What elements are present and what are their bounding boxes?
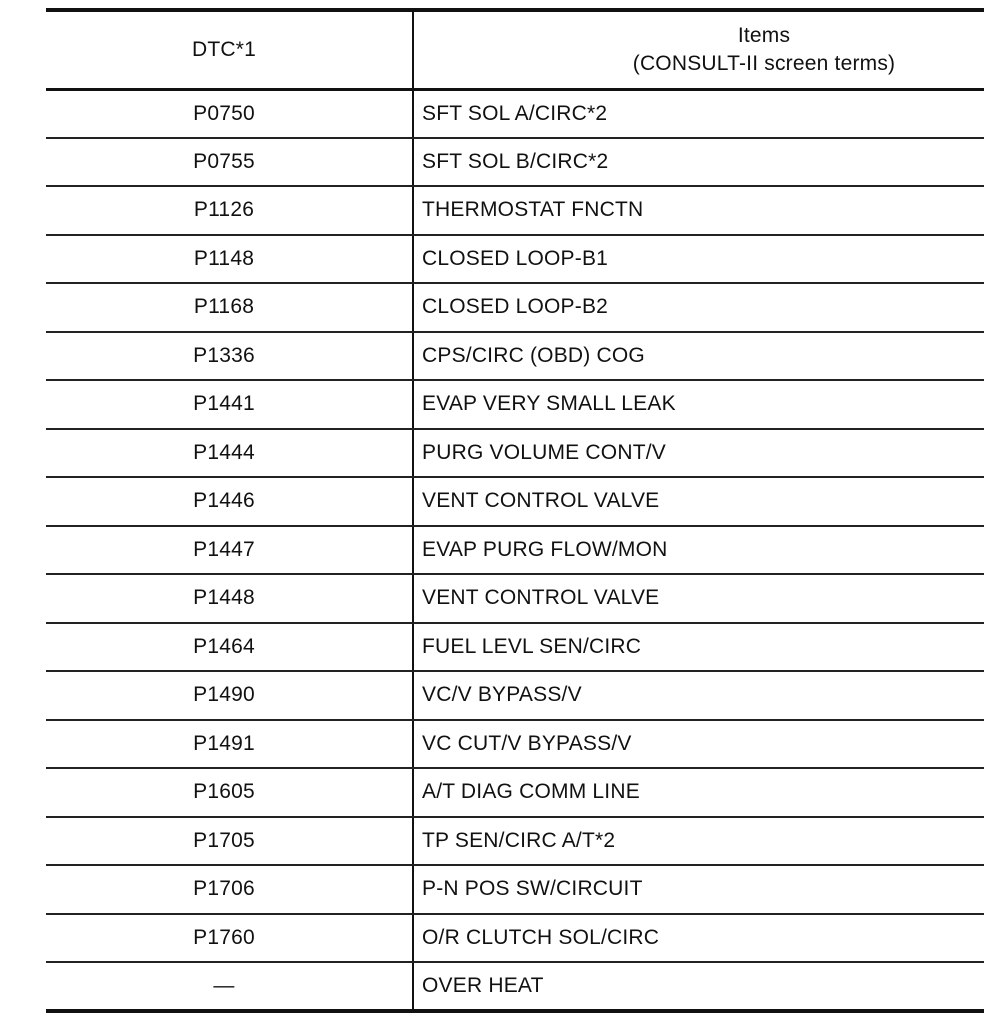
dtc-cell: P1706 bbox=[46, 865, 413, 914]
dtc-cell: — bbox=[46, 962, 413, 1011]
item-cell: O/R CLUTCH SOL/CIRC bbox=[413, 914, 984, 963]
dtc-cell: P1705 bbox=[46, 817, 413, 866]
item-cell: SFT SOL B/CIRC*2 bbox=[413, 138, 984, 187]
item-cell: PURG VOLUME CONT/V bbox=[413, 429, 984, 478]
dtc-cell: P1446 bbox=[46, 477, 413, 526]
table-row bbox=[46, 477, 984, 526]
table-row bbox=[46, 720, 984, 769]
header-row bbox=[46, 10, 984, 89]
header-items-line2: (CONSULT-II screen terms) bbox=[632, 51, 896, 75]
table-body bbox=[46, 89, 984, 1011]
dtc-cell: P1464 bbox=[46, 623, 413, 672]
item-cell: SFT SOL A/CIRC*2 bbox=[413, 89, 984, 138]
item-cell: EVAP VERY SMALL LEAK bbox=[413, 380, 984, 429]
dtc-cell: P1491 bbox=[46, 720, 413, 769]
item-cell: P-N POS SW/CIRCUIT bbox=[413, 865, 984, 914]
table-row bbox=[46, 332, 984, 381]
table-row bbox=[46, 574, 984, 623]
item-cell: EVAP PURG FLOW/MON bbox=[413, 526, 984, 575]
item-cell: A/T DIAG COMM LINE bbox=[413, 768, 984, 817]
table-row bbox=[46, 186, 984, 235]
dtc-cell: P1448 bbox=[46, 574, 413, 623]
table-row bbox=[46, 380, 984, 429]
table-row bbox=[46, 962, 984, 1011]
item-cell: VC/V BYPASS/V bbox=[413, 671, 984, 720]
header-items bbox=[413, 10, 984, 89]
table-header bbox=[46, 10, 984, 89]
item-cell: VENT CONTROL VALVE bbox=[413, 574, 984, 623]
table-row bbox=[46, 235, 984, 284]
table-row bbox=[46, 138, 984, 187]
item-cell: CPS/CIRC (OBD) COG bbox=[413, 332, 984, 381]
dtc-cell: P1760 bbox=[46, 914, 413, 963]
dtc-cell: P0755 bbox=[46, 138, 413, 187]
table-row bbox=[46, 671, 984, 720]
table-row bbox=[46, 865, 984, 914]
table-row bbox=[46, 623, 984, 672]
table-row bbox=[46, 526, 984, 575]
dtc-cell: P0750 bbox=[46, 89, 413, 138]
item-cell: CLOSED LOOP-B2 bbox=[413, 283, 984, 332]
dtc-cell: P1148 bbox=[46, 235, 413, 284]
header-dtc: DTC*1 bbox=[46, 10, 413, 89]
table-row bbox=[46, 283, 984, 332]
dtc-cell: P1605 bbox=[46, 768, 413, 817]
dtc-cell: P1447 bbox=[46, 526, 413, 575]
dtc-table-container bbox=[46, 8, 984, 1013]
table-row bbox=[46, 914, 984, 963]
dtc-cell: P1168 bbox=[46, 283, 413, 332]
item-cell: VENT CONTROL VALVE bbox=[413, 477, 984, 526]
table-row bbox=[46, 817, 984, 866]
item-cell: THERMOSTAT FNCTN bbox=[413, 186, 984, 235]
item-cell: VC CUT/V BYPASS/V bbox=[413, 720, 984, 769]
dtc-items-table bbox=[46, 8, 984, 1013]
item-cell: FUEL LEVL SEN/CIRC bbox=[413, 623, 984, 672]
header-items-line1: Items bbox=[737, 23, 791, 47]
dtc-cell: P1490 bbox=[46, 671, 413, 720]
table-row bbox=[46, 89, 984, 138]
table-row bbox=[46, 429, 984, 478]
table-row bbox=[46, 768, 984, 817]
item-cell: TP SEN/CIRC A/T*2 bbox=[413, 817, 984, 866]
dtc-cell: P1441 bbox=[46, 380, 413, 429]
dtc-cell: P1336 bbox=[46, 332, 413, 381]
dtc-cell: P1126 bbox=[46, 186, 413, 235]
item-cell: OVER HEAT bbox=[413, 962, 984, 1011]
item-cell: CLOSED LOOP-B1 bbox=[413, 235, 984, 284]
dtc-cell: P1444 bbox=[46, 429, 413, 478]
